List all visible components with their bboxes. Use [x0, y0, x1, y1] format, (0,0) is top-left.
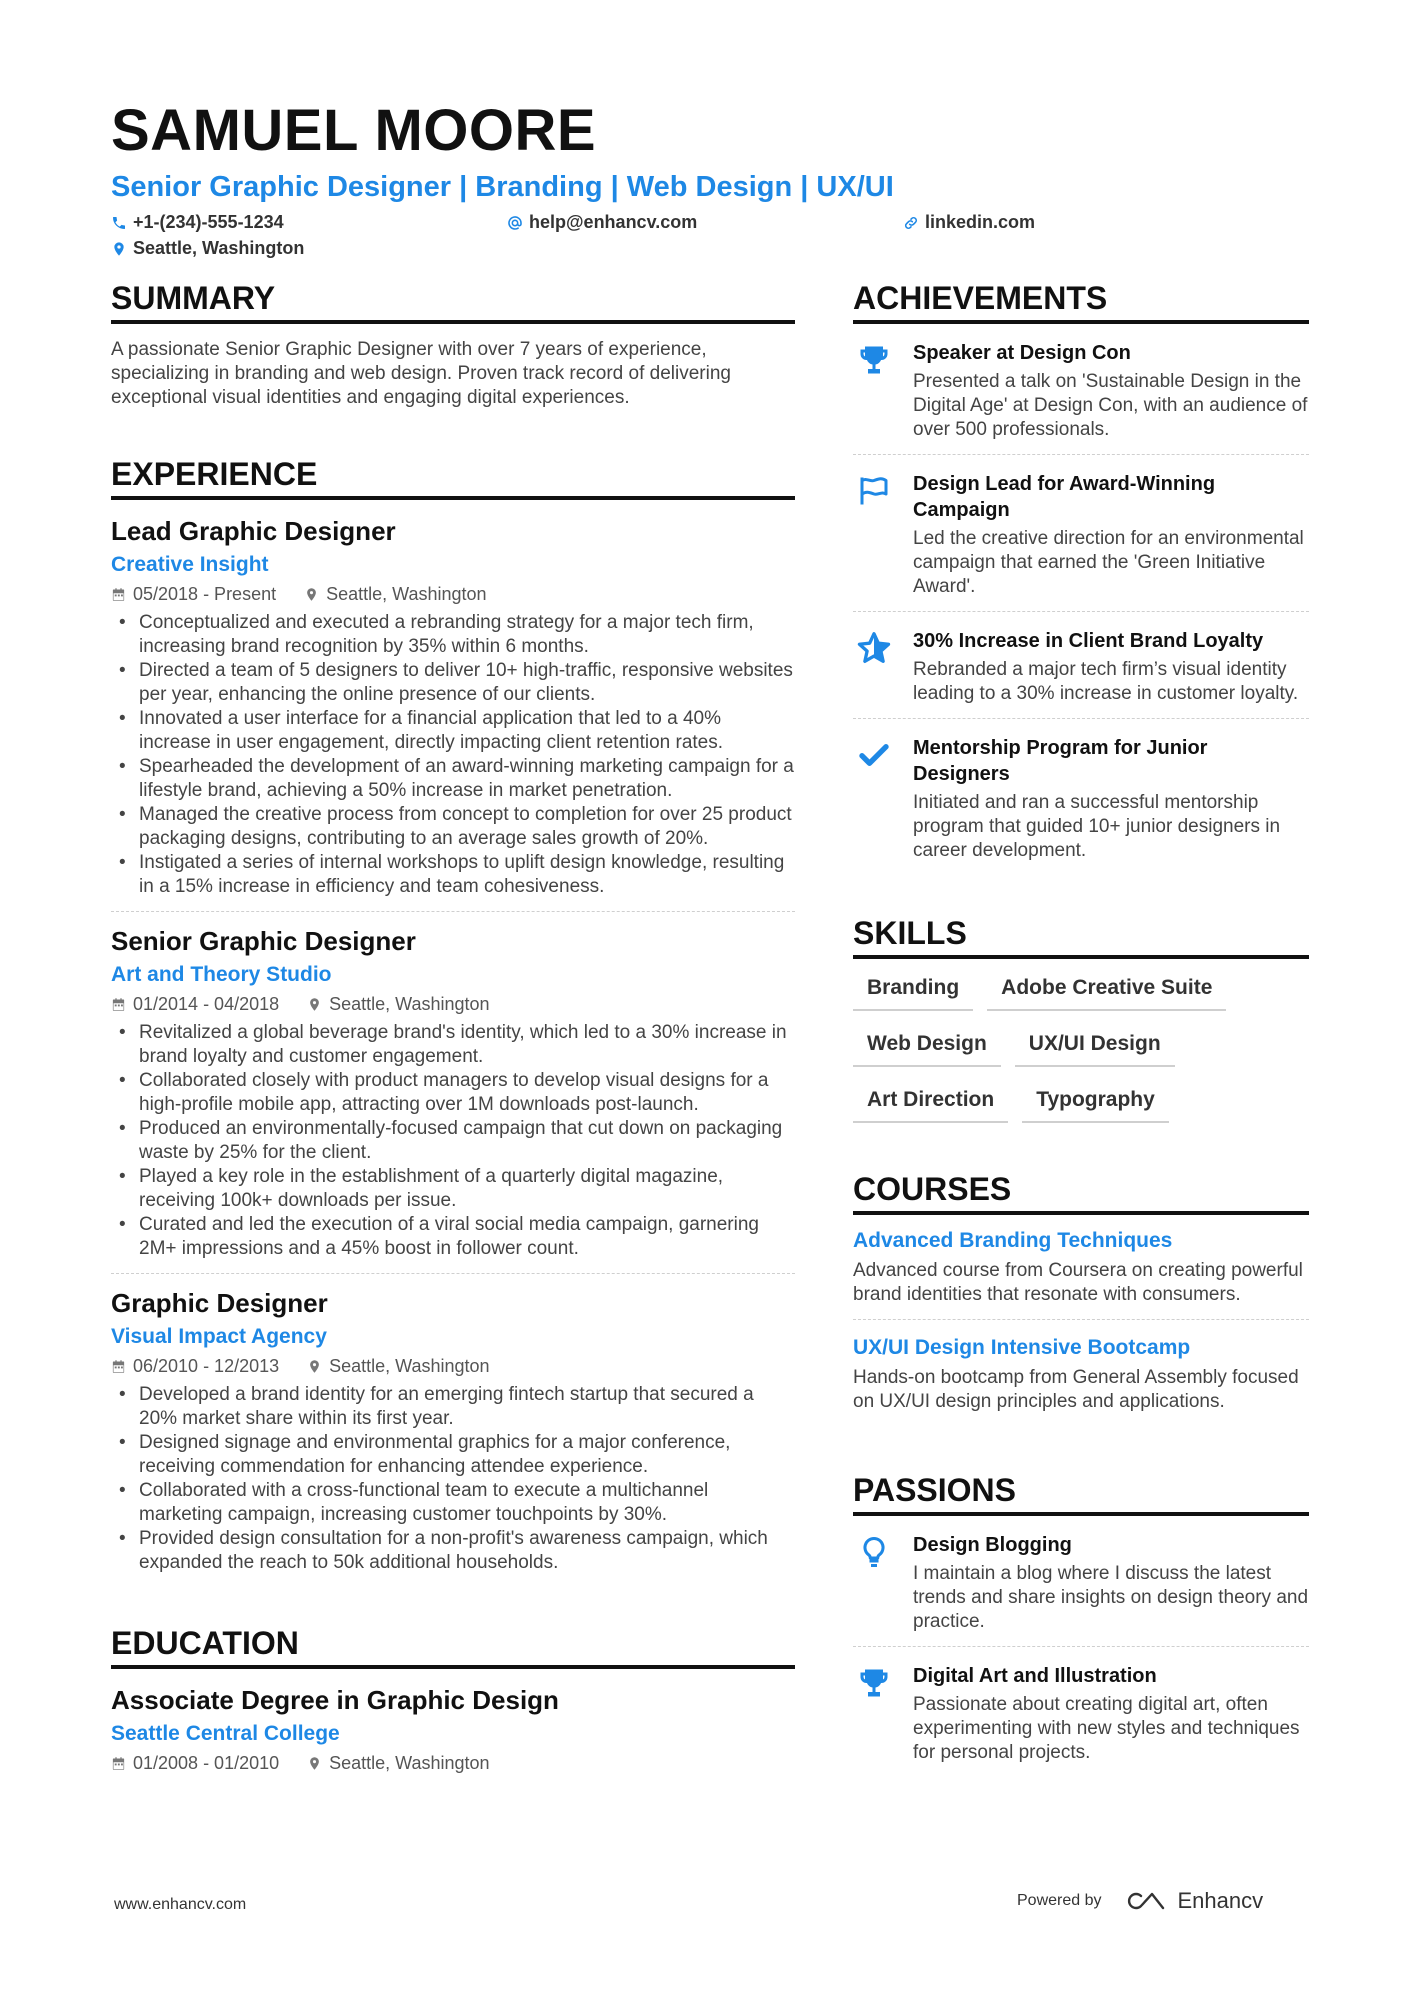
summary-section [111, 278, 795, 410]
passion-item [853, 1655, 1309, 1777]
skill-tag: Web Design [853, 1029, 1001, 1067]
education-school: Seattle Central College [111, 1722, 340, 1745]
flag-icon [856, 473, 892, 509]
left-column [111, 278, 795, 1776]
linkedin-text: linkedin.com [925, 212, 1036, 232]
candidate-title: Senior Graphic Designer | Branding | Web Design | UX/UI [111, 171, 894, 203]
experience-heading: EXPERIENCE [111, 456, 318, 492]
job-meta [111, 991, 795, 1017]
location-contact [111, 238, 304, 259]
checkmark-icon [856, 737, 892, 773]
bullet-item: • Directed a team of 5 designers to deliver 10+ high-traffic, responsive websites per year, enhancing the online presence of our clients. [111, 659, 795, 707]
job-location: Seattle, Washington [304, 581, 486, 607]
course-desc: Advanced course from Coursera on creating powerful brand identities that resonate with consumers. [853, 1260, 1303, 1305]
powered-by-text: Powered by [1017, 1892, 1102, 1909]
section-divider [111, 320, 795, 324]
contact-info [111, 212, 1311, 264]
bullet-item: • Managed the creative process from concept to completion for over 25 product packaging designs, contributing to an average sales growth of 20%. [111, 803, 795, 851]
summary-text: A passionate Senior Graphic Designer with over 7 years of experience, specializing in branding and web design. Proven track record of delivering exceptional visual identities and engaging digital experiences. [111, 339, 731, 408]
achievement-title: Mentorship Program for Junior Designers [913, 737, 1208, 785]
education-degree: Associate Degree in Graphic Design [111, 1685, 559, 1715]
bullet-item: • Provided design consultation for a non-profit's awareness campaign, which expanded the reach to 50k additional households. [111, 1527, 795, 1575]
bullet-item: • Instigated a series of internal workshops to uplift design knowledge, resulting in a 15% increase in efficiency and team cohesiveness. [111, 851, 795, 899]
job-role: Graphic Designer [111, 1288, 328, 1318]
bullet-item: • Developed a brand identity for an emerging fintech startup that secured a 20% market share within its first year. [111, 1383, 795, 1431]
calendar-icon [111, 1756, 126, 1771]
footer-branding [1017, 1888, 1263, 1914]
brand-name: Enhancv [1177, 1888, 1264, 1913]
job-role: Lead Graphic Designer [111, 516, 396, 546]
job-meta [111, 581, 795, 607]
map-pin-icon [307, 997, 322, 1012]
experience-section [111, 454, 795, 1587]
achievement-desc: Initiated and ran a successful mentorship program that guided 10+ junior designers in career development. [913, 792, 1281, 861]
map-pin-icon [307, 1756, 322, 1771]
job-dates: 05/2018 - Present [111, 581, 276, 607]
achievement-desc: Rebranded a major tech firm’s visual identity leading to a 30% increase in customer loyalty. [913, 659, 1299, 704]
section-divider [853, 320, 1309, 324]
courses-heading: COURSES [853, 1171, 1012, 1207]
achievements-heading: ACHIEVEMENTS [853, 280, 1108, 316]
linkedin-contact[interactable] [903, 212, 1035, 233]
course-title: Advanced Branding Techniques [853, 1229, 1173, 1252]
section-divider [111, 496, 795, 500]
courses-section [853, 1169, 1309, 1426]
achievement-title: Design Lead for Award-Winning Campaign [913, 473, 1216, 521]
job-role: Senior Graphic Designer [111, 926, 416, 956]
achievement-item [853, 727, 1309, 875]
achievement-title: 30% Increase in Client Brand Loyalty [913, 630, 1264, 652]
achievement-desc: Presented a talk on 'Sustainable Design in the Digital Age' at Design Con, with an audience of over 500 professionals. [913, 371, 1308, 440]
job-company: Creative Insight [111, 553, 269, 576]
right-column [853, 278, 1309, 1785]
achievement-item [853, 332, 1309, 455]
skills-list [853, 973, 1309, 1123]
email-text: help@enhancv.com [529, 212, 698, 232]
skill-tag: UX/UI Design [1015, 1029, 1175, 1067]
passion-item [853, 1524, 1309, 1647]
job-entry [111, 1286, 795, 1587]
job-company: Art and Theory Studio [111, 963, 332, 986]
enhancv-logo[interactable] [1124, 1888, 1264, 1914]
job-entry [111, 924, 795, 1274]
job-bullets [111, 1383, 795, 1575]
skill-tag: Typography [1022, 1085, 1169, 1123]
bullet-item: • Conceptualized and executed a rebranding strategy for a major tech firm, increasing brand recognition by 35% within 6 months. [111, 611, 795, 659]
skills-section [853, 913, 1309, 1123]
resume-header [111, 96, 1311, 264]
map-pin-icon [111, 241, 127, 257]
skill-tag: Branding [853, 973, 973, 1011]
calendar-icon [111, 1359, 126, 1374]
calendar-icon [111, 997, 126, 1012]
email-contact[interactable] [507, 212, 697, 233]
section-divider [853, 1512, 1309, 1516]
trophy-icon [856, 342, 892, 378]
phone-contact[interactable] [111, 212, 284, 233]
course-item [853, 1221, 1309, 1320]
summary-heading: SUMMARY [111, 280, 276, 316]
link-icon [903, 215, 919, 231]
job-meta [111, 1353, 795, 1379]
bullet-item: • Produced an environmentally-focused campaign that cut down on packaging waste by 25% for the client. [111, 1117, 795, 1165]
footer-website[interactable]: www.enhancv.com [114, 1896, 247, 1913]
job-location: Seattle, Washington [307, 991, 489, 1017]
candidate-name: SAMUEL MOORE [111, 98, 597, 163]
bullet-item: • Revitalized a global beverage brand's identity, which led to a 30% increase in brand loyalty and customer engagement. [111, 1021, 795, 1069]
education-location: Seattle, Washington [307, 1750, 489, 1776]
skill-tag: Art Direction [853, 1085, 1008, 1123]
achievement-title: Speaker at Design Con [913, 342, 1131, 364]
enhancv-logo-icon [1124, 1888, 1170, 1914]
bullet-item: • Collaborated with a cross-functional team to execute a multichannel marketing campaign, increasing customer touchpoints by 30%. [111, 1479, 795, 1527]
passion-desc: I maintain a blog where I discuss the latest trends and share insights on design theory and practice. [913, 1563, 1309, 1632]
course-desc: Hands-on bootcamp from General Assembly focused on UX/UI design principles and applications. [853, 1367, 1299, 1412]
bullet-item: • Designed signage and environmental graphics for a major conference, receiving commendation for enhancing attendee experience. [111, 1431, 795, 1479]
education-section [111, 1623, 795, 1776]
achievements-section [853, 278, 1309, 875]
section-divider [853, 1211, 1309, 1215]
skills-heading: SKILLS [853, 915, 967, 951]
achievement-item [853, 463, 1309, 612]
map-pin-icon [304, 587, 319, 602]
bullet-item: • Curated and led the execution of a viral social media campaign, garnering 2M+ impressions and a 45% boost in follower count. [111, 1213, 795, 1261]
achievement-item [853, 620, 1309, 719]
passion-title: Digital Art and Illustration [913, 1665, 1157, 1687]
section-divider [853, 955, 1309, 959]
achievement-desc: Led the creative direction for an environmental campaign that earned the 'Green Initiative Award'. [913, 528, 1304, 597]
star-icon [856, 630, 892, 666]
job-dates: 01/2014 - 04/2018 [111, 991, 279, 1017]
location-text: Seattle, Washington [133, 238, 305, 258]
course-title: UX/UI Design Intensive Bootcamp [853, 1336, 1191, 1359]
job-bullets [111, 1021, 795, 1261]
bullet-item: • Collaborated closely with product managers to develop visual designs for a high-profile mobile app, attracting over 1M downloads post-launch. [111, 1069, 795, 1117]
passions-section [853, 1470, 1309, 1777]
section-divider [111, 1665, 795, 1669]
job-dates: 06/2010 - 12/2013 [111, 1353, 279, 1379]
education-meta [111, 1750, 795, 1776]
skill-tag: Adobe Creative Suite [987, 973, 1226, 1011]
passions-heading: PASSIONS [853, 1472, 1016, 1508]
calendar-icon [111, 587, 126, 602]
bullet-item: • Spearheaded the development of an award-winning marketing campaign for a lifestyle brand, achieving a 50% increase in market penetration. [111, 755, 795, 803]
course-item [853, 1328, 1309, 1426]
job-entry [111, 514, 795, 912]
trophy-icon [856, 1665, 892, 1701]
at-sign-icon [507, 215, 523, 231]
phone-icon [111, 215, 127, 231]
job-bullets [111, 611, 795, 899]
passion-title: Design Blogging [913, 1534, 1072, 1556]
education-dates: 01/2008 - 01/2010 [111, 1750, 279, 1776]
education-heading: EDUCATION [111, 1625, 299, 1661]
map-pin-icon [307, 1359, 322, 1374]
bullet-item: • Innovated a user interface for a financial application that led to a 40% increase in user engagement, directly impacting client retention rates. [111, 707, 795, 755]
phone-text: +1-(234)-555-1234 [133, 212, 284, 232]
passion-desc: Passionate about creating digital art, often experimenting with new styles and techniques for personal projects. [913, 1694, 1300, 1763]
job-location: Seattle, Washington [307, 1353, 489, 1379]
job-company: Visual Impact Agency [111, 1325, 327, 1348]
lightbulb-icon [856, 1534, 892, 1570]
bullet-item: • Played a key role in the establishment of a quarterly digital magazine, receiving 100k+ downloads per issue. [111, 1165, 795, 1213]
